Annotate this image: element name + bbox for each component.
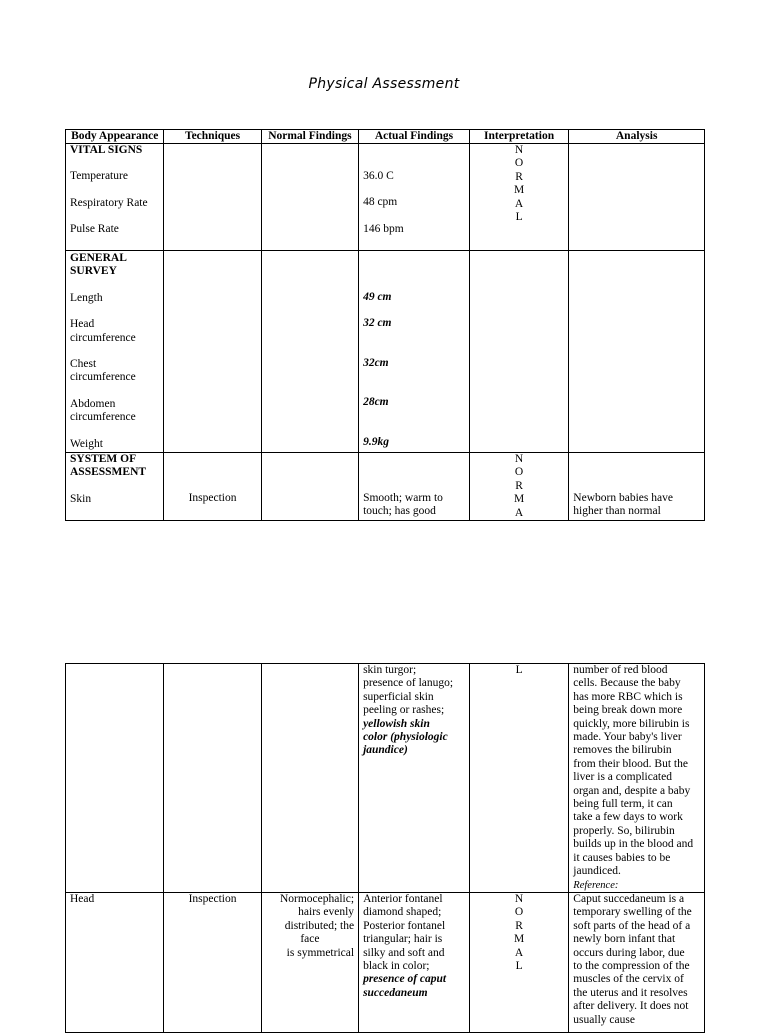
skin2-analysis-line: has more RBC which is	[573, 690, 683, 703]
interp-letter: O	[514, 157, 524, 170]
head-interpretation-cell	[469, 892, 568, 1032]
head-analysis-line: Caput succedaneum is a	[573, 892, 685, 905]
skin2-analysis-line: cells. Because the baby	[573, 677, 681, 690]
vital-signs-cell	[66, 144, 164, 251]
gs-chest-label: Chest	[70, 358, 97, 371]
skin2-analysis-line: take a few days to work	[573, 811, 683, 824]
head-analysis-line: the uterus and it resolves	[573, 986, 688, 999]
skin-actual-line: touch; has good	[363, 505, 436, 518]
skin-interpretation-cell	[469, 453, 568, 521]
head-actual-emph: succedaneum	[363, 986, 428, 999]
skin2-analysis-line: number of red blood	[573, 664, 668, 676]
head-normal-line: is symmetrical	[286, 946, 355, 959]
head-analysis-line: after delivery. It does not	[573, 1000, 689, 1013]
vital-temperature-label: Temperature	[70, 170, 128, 183]
skin2-analysis-line: it causes babies to be	[573, 851, 671, 864]
interp-letter: M	[513, 933, 525, 946]
header-normal-findings: Normal Findings	[261, 130, 358, 144]
head-normal-line: hairs evenly	[298, 906, 355, 919]
general-survey-heading-1: GENERAL	[70, 252, 127, 264]
interp-letter: A	[514, 197, 524, 210]
system-heading-2: ASSESSMENT	[70, 466, 147, 479]
system-heading-1: SYSTEM OF	[70, 453, 137, 465]
skin-normal-cell	[261, 453, 358, 521]
general-survey-cell	[66, 251, 164, 453]
head-technique-cell	[164, 892, 261, 1032]
gs-chest-label-2: circumference	[70, 371, 136, 384]
head-actual-line: black in color;	[363, 959, 430, 972]
head-actual-line: diamond shaped;	[363, 906, 442, 919]
skin2-technique-cell	[164, 664, 261, 893]
interp-letter: L	[515, 664, 523, 676]
skin2-analysis-line: made. Your baby's liver	[573, 731, 682, 744]
skin2-analysis-line: jaundiced.	[573, 865, 621, 878]
vital-respiratory-value: 48 cpm	[363, 196, 398, 209]
gs-abdomen-label-2: circumference	[70, 411, 136, 424]
skin-actual-cell	[359, 453, 470, 521]
assessment-table-page1	[65, 129, 705, 521]
skin-actual-line: Smooth; warm to	[363, 492, 443, 504]
general-survey-heading-2: SURVEY	[70, 265, 117, 278]
head-label: Head	[70, 892, 95, 905]
vital-pulse-label: Pulse Rate	[70, 223, 119, 236]
head-normal-line: Normocephalic;	[279, 892, 355, 905]
interp-letter: O	[514, 906, 524, 919]
skin2-reference: Reference:	[573, 879, 619, 891]
vital-temperature-value: 36.0 C	[363, 170, 394, 182]
header-body-appearance: Body Appearance	[66, 130, 164, 144]
interp-letter: A	[514, 946, 524, 959]
skin2-analysis-line: quickly, more bilirubin is	[573, 717, 690, 730]
head-actual-emph: presence of caput	[363, 973, 447, 986]
interp-letter: L	[515, 959, 523, 972]
header-techniques: Techniques	[164, 130, 261, 144]
skin2-analysis-line: organ and, despite a baby	[573, 784, 691, 797]
vital-pulse-value: 146 bpm	[363, 222, 404, 235]
gs-weight-value: 9.9kg	[363, 435, 389, 448]
gs-head-value: 32 cm	[363, 317, 392, 330]
skin2-actual-cell	[359, 664, 470, 893]
vital-interpretation-cell	[469, 144, 568, 251]
skin2-actual-line: peeling or rashes;	[363, 704, 445, 717]
skin2-actual-emph: yellowish skin	[363, 717, 430, 730]
interp-letter: O	[514, 466, 524, 479]
interp-letter: R	[515, 170, 523, 183]
interp-letter: N	[514, 453, 524, 465]
head-body-cell	[66, 892, 164, 1032]
head-actual-line: triangular; hair is	[363, 933, 443, 946]
skin-label: Skin	[70, 492, 92, 505]
header-actual-findings: Actual Findings	[359, 130, 470, 144]
gs-length-label: Length	[70, 291, 103, 304]
vital-respiratory-label: Respiratory Rate	[70, 196, 148, 209]
header-row	[66, 130, 705, 144]
gs-abdomen-value: 28cm	[363, 396, 389, 409]
skin2-analysis-line: being break down more	[573, 704, 683, 717]
header-analysis: Analysis	[569, 130, 705, 144]
skin2-actual-line: superficial skin	[363, 690, 434, 703]
skin2-analysis-line: being full term, it can	[573, 798, 673, 811]
table-row-head	[66, 892, 705, 1032]
vital-actual-cell	[359, 144, 470, 251]
head-analysis-line: soft parts of the head of a	[573, 919, 691, 932]
skin2-analysis-line: from their blood. But the	[573, 757, 688, 770]
interp-letter: L	[515, 211, 523, 224]
head-analysis-line: temporary swelling of the	[573, 906, 692, 919]
skin2-actual-emph: jaundice)	[363, 744, 408, 757]
gs-techniques-cell	[164, 251, 261, 453]
head-analysis-line: occurs during labor, due	[573, 946, 685, 959]
skin2-analysis-line: liver is a complicated	[573, 771, 672, 784]
table-row-skin-part2	[66, 664, 705, 893]
skin2-body-cell	[66, 664, 164, 893]
head-normal-line: distributed; the	[284, 919, 355, 932]
skin2-actual-line: skin turgor;	[363, 664, 417, 676]
skin-technique-cell	[164, 453, 261, 521]
vital-signs-heading: VITAL SIGNS	[70, 144, 143, 156]
skin2-analysis-line: removes the bilirubin	[573, 744, 672, 757]
vital-normal-cell	[261, 144, 358, 251]
head-actual-line: Anterior fontanel	[363, 892, 443, 905]
interp-letter: M	[513, 184, 525, 197]
skin2-analysis-line: builds up in the blood and	[573, 838, 694, 851]
system-assessment-cell	[66, 453, 164, 521]
head-analysis-line: newly born infant that	[573, 933, 676, 946]
gs-actual-cell	[359, 251, 470, 453]
skin2-actual-emph: color (physiologic	[363, 731, 448, 744]
head-analysis-line: to the compression of the	[573, 959, 690, 972]
gs-interpretation-cell	[469, 251, 568, 453]
page-title: Physical Assessment	[308, 76, 460, 92]
skin-analysis-line: higher than normal	[573, 505, 661, 518]
head-analysis-line: muscles of the cervix of	[573, 973, 684, 986]
skin-technique: Inspection	[188, 492, 237, 504]
interp-letter: R	[515, 479, 523, 492]
head-actual-line: silky and soft and	[363, 946, 445, 959]
head-actual-cell	[359, 892, 470, 1032]
table-row-vital-signs	[66, 144, 705, 251]
interp-letter: N	[514, 144, 524, 156]
gs-chest-value: 32cm	[363, 356, 389, 369]
gs-abdomen-label: Abdomen	[70, 397, 116, 410]
assessment-table-page2	[65, 663, 705, 1033]
gs-normal-cell	[261, 251, 358, 453]
head-normal-cell	[261, 892, 358, 1032]
skin-analysis-line: Newborn babies have	[573, 492, 673, 504]
vital-techniques-cell	[164, 144, 261, 251]
skin2-actual-line: presence of lanugo;	[363, 677, 454, 690]
skin2-analysis-cell	[569, 664, 705, 893]
interp-letter: M	[513, 493, 525, 506]
head-actual-line: Posterior fontanel	[363, 919, 446, 932]
header-interpretation: Interpretation	[469, 130, 568, 144]
head-technique: Inspection	[188, 892, 237, 905]
skin2-analysis-line: properly. So, bilirubin	[573, 824, 675, 837]
head-analysis-cell	[569, 892, 705, 1032]
head-analysis-line: usually cause	[573, 1013, 635, 1026]
interp-letter: R	[515, 919, 523, 932]
skin2-interpretation-cell	[469, 664, 568, 893]
skin-analysis-cell	[569, 453, 705, 521]
table-row-skin-part1	[66, 453, 705, 521]
gs-head-label: Head	[70, 318, 95, 331]
interp-letter: N	[514, 892, 524, 905]
interp-letter: A	[514, 506, 524, 519]
gs-length-value: 49 cm	[363, 291, 392, 303]
vital-analysis-cell	[569, 144, 705, 251]
head-normal-line: face	[300, 933, 320, 946]
table-row-general-survey	[66, 251, 705, 453]
gs-weight-label: Weight	[70, 437, 103, 450]
skin2-normal-cell	[261, 664, 358, 893]
gs-head-label-2: circumference	[70, 331, 136, 344]
gs-analysis-cell	[569, 251, 705, 453]
